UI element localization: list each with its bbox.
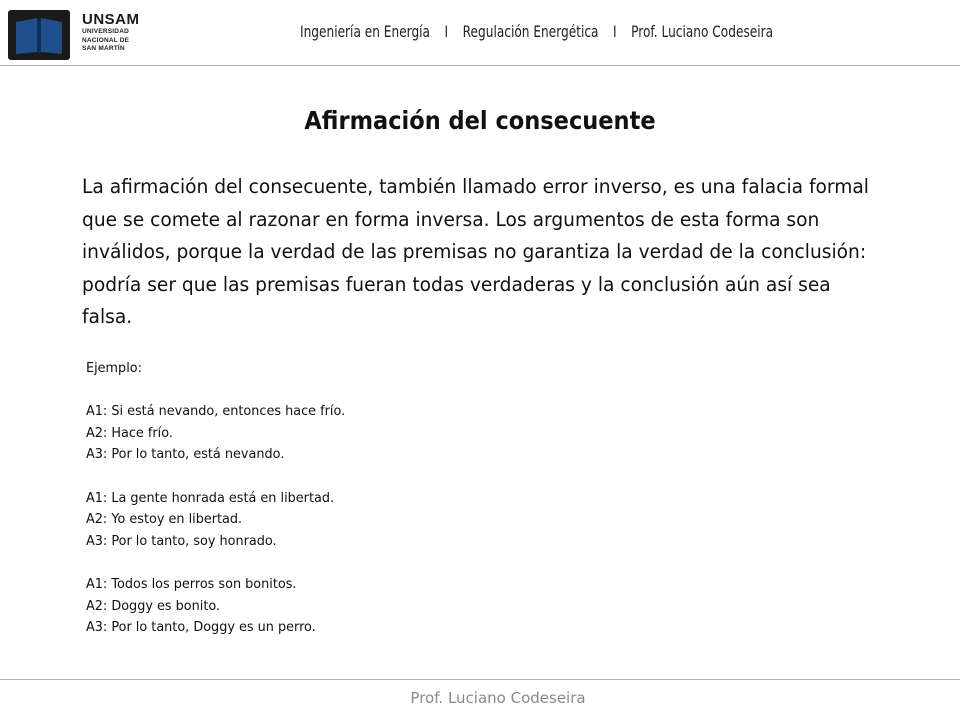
- slide-header: [0, 0, 960, 66]
- header-professor: Prof. Luciano Codeseira: [631, 22, 774, 41]
- example-1-premise-2: A2: Hace frío.: [86, 424, 173, 441]
- header-divider: [0, 65, 960, 66]
- example-1-premise-1: A1: Si está nevando, entonces hace frío.: [86, 403, 346, 420]
- examples-block: [86, 358, 561, 639]
- blank-line: [86, 466, 561, 488]
- slide-title: Afirmación del consecuente: [304, 106, 656, 135]
- footer-divider: [0, 679, 960, 680]
- example-2-premise-2: A2: Yo estoy en libertad.: [86, 511, 243, 528]
- logo-name: UNSAM: [82, 11, 140, 28]
- logo-subtitle-1: UNIVERSIDAD: [82, 28, 129, 35]
- slide-footer: Prof. Luciano Codeseira: [410, 689, 586, 707]
- header-breadcrumb: [300, 22, 786, 41]
- example-3-conclusion: A3: Por lo tanto, Doggy es un perro.: [86, 619, 316, 636]
- logo-text: [82, 11, 162, 54]
- header-separator-2: I: [613, 22, 617, 41]
- blank-line: [86, 552, 561, 574]
- header-course: Ingeniería en Energía: [300, 22, 431, 41]
- slide-paragraph: La afirmación del consecuente, también llamado error inverso, es una falacia formal que se comete al razonar en forma inversa. Los argumentos de esta forma son inválidos, porque la verdad de las premisas no garantiza la verdad de la conclusión: podría ser que las premisas fueran todas verdaderas y la conclusión aún así sea falsa.: [82, 175, 869, 328]
- example-3-premise-1: A1: Todos los perros son bonitos.: [86, 575, 297, 592]
- book-icon: [8, 10, 70, 60]
- blank-line: [86, 380, 561, 402]
- example-3-premise-2: A2: Doggy es bonito.: [86, 597, 221, 614]
- header-subject: Regulación Energética: [462, 22, 599, 41]
- examples-label: Ejemplo:: [86, 360, 142, 376]
- logo-subtitle-3: SAN MARTÍN: [82, 45, 125, 52]
- header-separator-1: I: [444, 22, 449, 41]
- example-2-conclusion: A3: Por lo tanto, soy honrado.: [86, 532, 277, 549]
- logo-subtitle-2: NACIONAL DE: [82, 36, 130, 44]
- example-2-premise-1: A1: La gente honrada está en libertad.: [86, 489, 335, 506]
- example-1-conclusion: A3: Por lo tanto, está nevando.: [86, 446, 285, 463]
